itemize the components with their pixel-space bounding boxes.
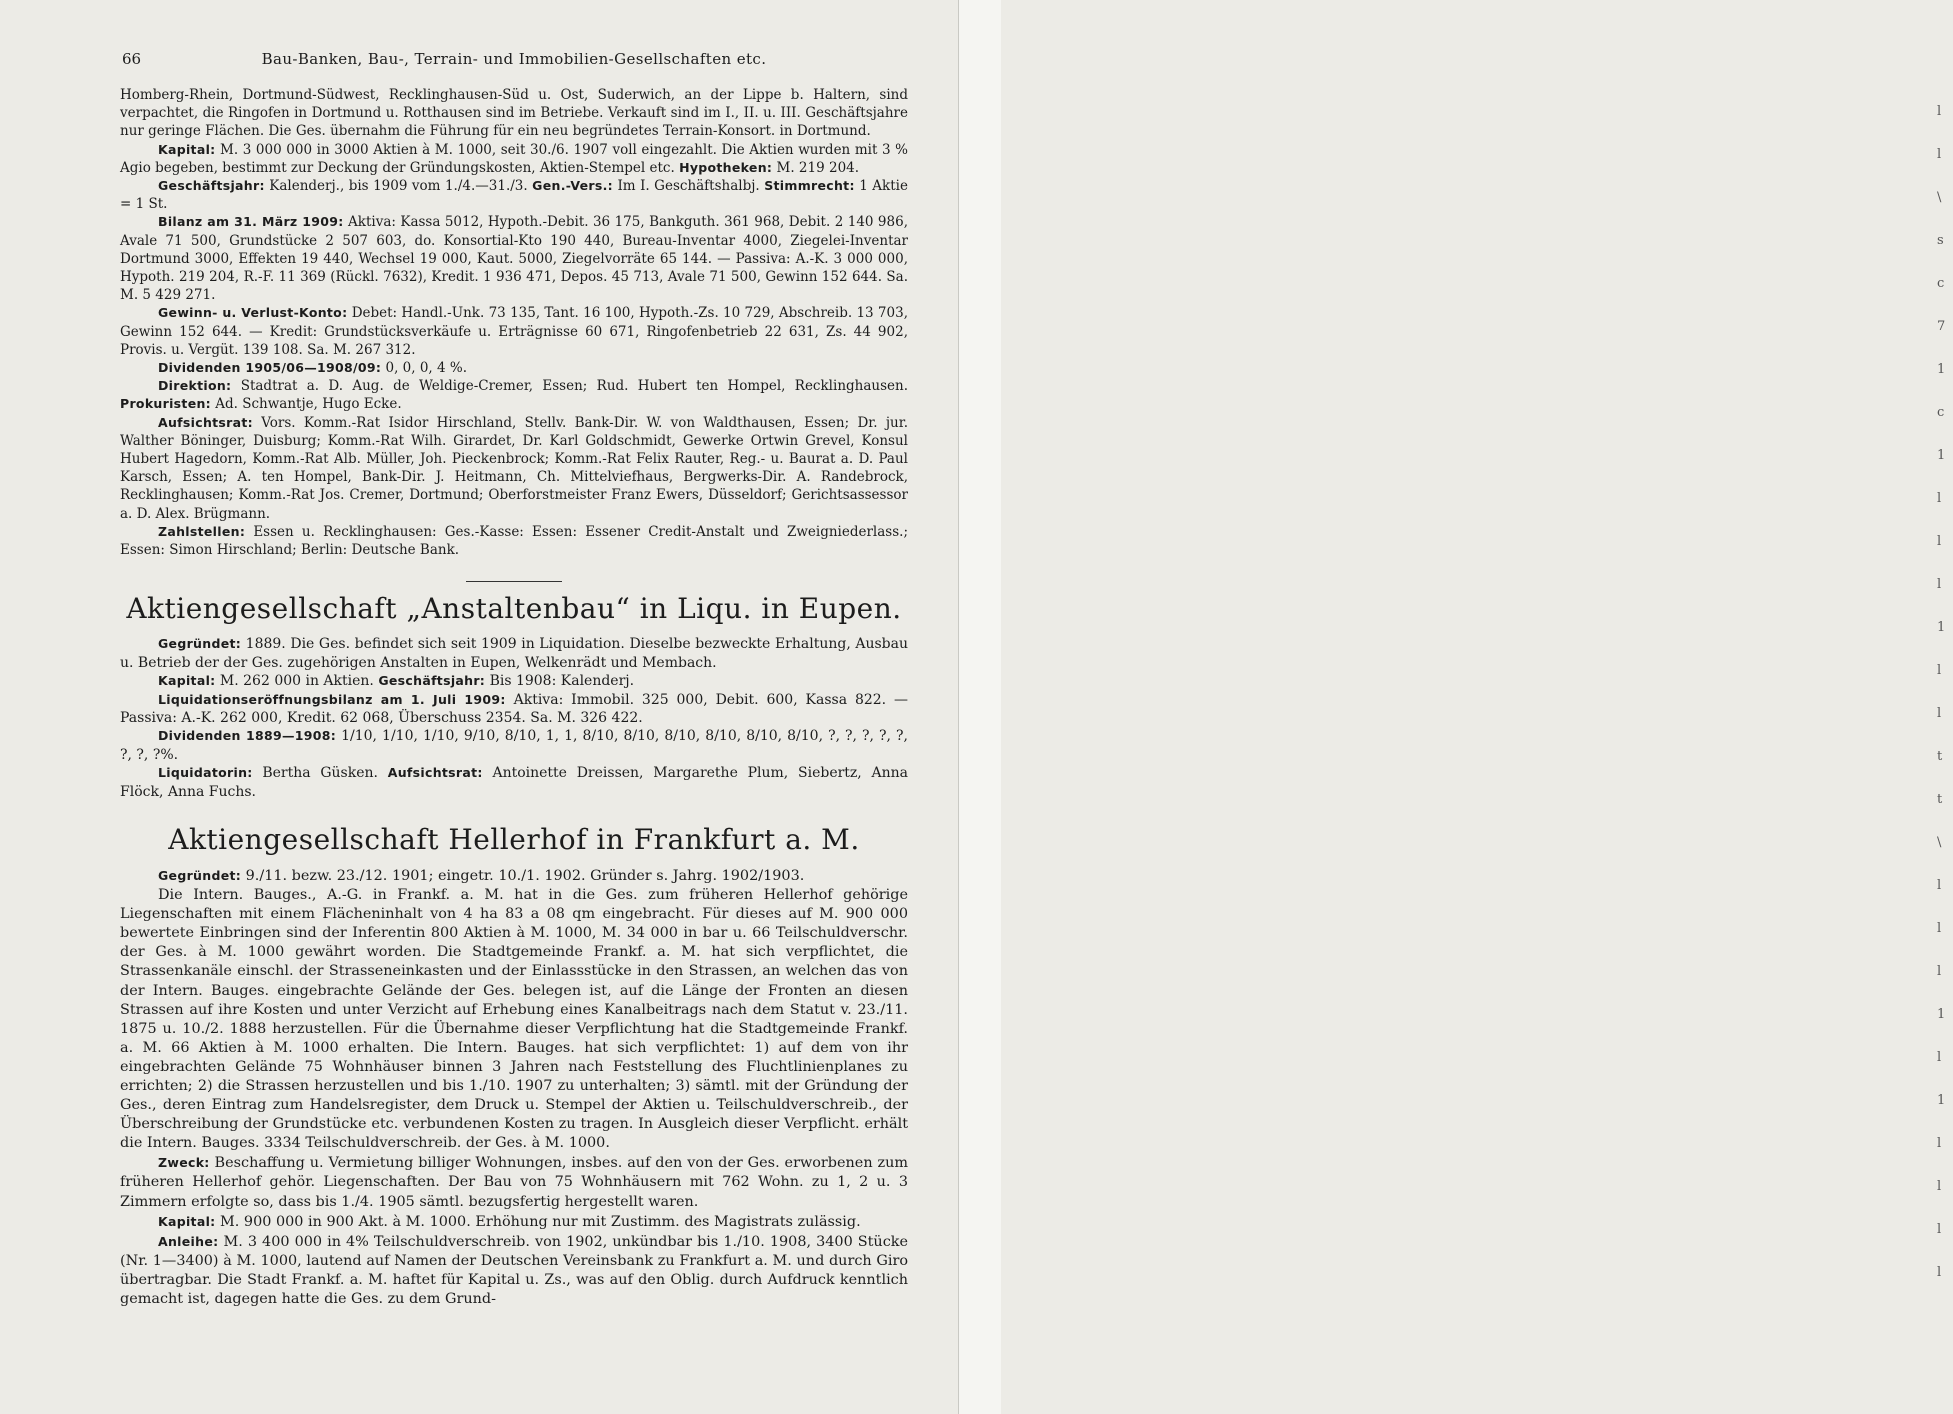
edge-mark: \ (1937, 835, 1942, 850)
edge-mark: \ (1937, 190, 1942, 205)
kapital-paragraph (120, 1212, 908, 1232)
dividenden-text: 1/10, 1/10, 1/10, 9/10, 8/10, 1, 1, 8/10, 8/10, 8/10, 8/10, 8/10, 8/10, ?, ?, ?, ?, ?, ?, ?, ?%. (120, 728, 908, 763)
section-hellerhof (120, 823, 908, 1309)
zweck-label: Zweck: (158, 1155, 210, 1171)
aufsichtsrat-label: Aufsichtsrat: (387, 765, 483, 781)
gegruendet-label: Gegründet: (158, 867, 242, 883)
company-heading: Aktiengesellschaft Hellerhof in Frankfurt a. M. (168, 822, 860, 856)
kapital-paragraph (120, 672, 908, 690)
dividenden-paragraph (120, 359, 908, 377)
page-content (120, 86, 908, 1309)
edge-mark: l (1937, 878, 1942, 893)
edge-mark: l (1937, 534, 1942, 549)
geschaeftsjahr-text: Bis 1908: Kalenderj. (489, 673, 635, 690)
anleihe-paragraph (120, 1232, 908, 1309)
gegruendet-text: 9./11. bezw. 23./12. 1901; eingetr. 10./1. 1902. Gründer s. Jahrg. 1902/1903. (245, 867, 805, 884)
edge-mark: l (1937, 1265, 1942, 1280)
zweck-paragraph (120, 1153, 908, 1211)
liquidatorin-label: Liquidatorin: (158, 765, 253, 781)
company-heading: Aktiengesellschaft „Anstaltenbau“ in Liqu. in Eupen. (126, 592, 902, 626)
zahlstellen-label: Zahlstellen: (158, 523, 246, 539)
direktion-paragraph (120, 377, 908, 413)
edge-mark: l (1937, 964, 1942, 979)
edge-mark: t (1937, 749, 1943, 764)
edge-mark: 1 (1937, 1007, 1946, 1022)
edge-mark: l (1937, 1050, 1942, 1065)
geschaeftsjahr-label: Geschäftsjahr: (158, 178, 265, 194)
dividenden-text: 0, 0, 0, 4 %. (385, 360, 468, 377)
liquidation-text: Aktiva: Immobil. 325 000, Debit. 600, Kassa 822. — Passiva: A.-K. 262 000, Kredit. 62 068, Überschuss 2354. Sa. M. 326 422. (120, 691, 908, 726)
edge-mark: c (1937, 405, 1945, 420)
zahlstellen-paragraph (120, 523, 908, 559)
aufsichtsrat-text: Antoinette Dreissen, Margarethe Plum, Siebertz, Anna Flöck, Anna Fuchs. (120, 765, 909, 800)
edge-mark: l (1937, 104, 1942, 119)
edge-mark: l (1937, 1179, 1942, 1194)
liquidation-label: Liquidationseröffnungsbilanz am 1. Juli 1909: (158, 691, 506, 707)
edge-mark: c (1937, 276, 1945, 291)
anleihe-text: M. 3 400 000 in 4% Teilschuldverschreib. von 1902, unkündbar bis 1./10. 1908, 3400 Stücke (Nr. 1—3400) à M. 1000, lautend auf Namen der Deutschen Vereinsbank zu Frankfurt a. M. und durch Giro übertragbar. Die Stadt Frankf. a. M. haftet für Kapital u. Zs., was auf den Oblig. durch Aufdruck kenntlich gemacht ist, dagegen hatte die Ges. zu dem Grund- (120, 1233, 908, 1307)
section-continued-entry (120, 86, 908, 559)
genvers-label: Gen.-Vers.: (532, 178, 613, 194)
kapital-text: M. 900 000 in 900 Akt. à M. 1000. Erhöhung nur mit Zustimm. des Magistrats zulässig. (220, 1213, 861, 1230)
prokuristen-label: Prokuristen: (120, 396, 211, 412)
dividenden-label: Dividenden 1905/06—1908/09: (158, 360, 382, 376)
gegruendet-label: Gegründet: (158, 636, 242, 652)
edge-mark: l (1937, 491, 1942, 506)
geschaeftsjahr-label: Geschäftsjahr: (378, 673, 486, 689)
kapital-text: M. 3 000 000 in 3000 Aktien à M. 1000, seit 30./6. 1907 voll eingezahlt. Die Aktien wurden mit 3 % Agio begeben, bestimmt zur Deckung der Gründungskosten, Aktien-Stempel etc. (120, 141, 908, 176)
liquidatorin-paragraph (120, 764, 908, 801)
adjacent-page-edge (958, 0, 1946, 1414)
gegruendet-paragraph (120, 866, 908, 886)
kapital-paragraph (120, 141, 908, 177)
aufsichtsrat-label: Aufsichtsrat: (158, 414, 253, 430)
hypotheken-text: M. 219 204. (776, 159, 860, 176)
liquidatorin-text: Bertha Güsken. (262, 765, 378, 782)
section-divider (466, 581, 562, 582)
edge-mark: 7 (1937, 319, 1946, 334)
zahlstellen-text: Essen u. Recklinghausen: Ges.-Kasse: Essen: Essener Credit-Anstalt und Zweigniederlass.; Essen: Simon Hirschland; Berlin: Deutsche Bank. (120, 523, 908, 559)
prokuristen-text: Ad. Schwantje, Hugo Ecke. (215, 396, 402, 413)
guv-label: Gewinn- u. Verlust-Konto: (158, 305, 348, 321)
kapital-label: Kapital: (158, 673, 216, 689)
bilanz-text: Aktiva: Kassa 5012, Hypoth.-Debit. 36 175, Bankguth. 361 968, Debit. 2 140 986, Avale 71 500, Grundstücke 2 507 603, do. Konsortial-Kto 190 440, Bureau-Inventar 4000, Ziegelei-Inventar Dortmund 3000, Effekten 19 440, Wechsel 19 000, Kaut. 5000, Ziegelvorräte 65 144. — Passiva: A.-K. 3 000 000, Hypoth. 219 204, R.-F. 11 369 (Rückl. 7632), Kredit. 1 936 471, Depos. 45 713, Avale 71 500, Gewinn 152 644. Sa. M. 5 429 271. (120, 214, 908, 304)
genvers-text: Im I. Geschäftshalbj. (617, 178, 760, 195)
stimmrecht-text: 1 Aktie = 1 St. (120, 178, 908, 213)
edge-mark: 1 (1937, 1093, 1946, 1108)
edge-mark: l (1937, 1222, 1942, 1237)
dividenden-label: Dividenden 1889—1908: (158, 728, 337, 744)
section-anstaltenbau (120, 592, 908, 801)
geschaeftsjahr-text: Kalenderj., bis 1909 vom 1./4.—31./3. (269, 178, 528, 195)
page-header (122, 50, 906, 76)
gegruendet-paragraph (120, 635, 908, 672)
edge-mark: l (1937, 663, 1942, 678)
intro-paragraph: Homberg-Rhein, Dortmund-Südwest, Recklinghausen-Süd u. Ost, Suderwich, an der Lippe b. Haltern, sind verpachtet, die Ringofen in Dortmund u. Rotthausen sind im Betriebe. Verkauft sind im I., II. u. III. Geschäftsjahre nur geringe Flächen. Die Ges. übernahm die Führung für ein neu begründetes Terrain-Konsort. in Dortmund. (120, 87, 908, 140)
page-number: 66 (122, 50, 142, 68)
edge-mark: s (1937, 233, 1944, 248)
kapital-text: M. 262 000 in Aktien. (219, 673, 374, 690)
edge-mark: 1 (1937, 448, 1946, 463)
gegruendet-text: 1889. Die Ges. befindet sich seit 1909 in Liquidation. Dieselbe bezweckte Erhaltung, Ausbau u. Betrieb der der Ges. zugehörigen Anstalten in Eupen, Welkenrädt und Membach. (120, 636, 909, 671)
edge-mark: l (1937, 706, 1942, 721)
dividenden-paragraph (120, 727, 908, 764)
anleihe-label: Anleihe: (158, 1233, 219, 1249)
edge-mark: t (1937, 792, 1943, 807)
bilanz-label: Bilanz am 31. März 1909: (158, 214, 344, 230)
aufsichtsrat-paragraph (120, 414, 908, 523)
adjacent-page-marks (1937, 90, 1953, 1294)
zweck-text: Beschaffung u. Vermietung billiger Wohnungen, insbes. auf den von der Ges. erworbenen zum früheren Hellerhof gehör. Liegenschaften. Der Bau von 75 Wohnhäusern mit 762 Wohn. zu 1, 2 u. 3 Zimmern erfolgte so, dass bis 1./4. 1905 sämtl. bezugsfertig hergestellt waren. (120, 1155, 908, 1210)
guv-text: Debet: Handl.-Unk. 73 135, Tant. 16 100, Hypoth.-Zs. 10 729, Abschreib. 13 703, Gewinn 152 644. — Kredit: Grundstücksverkäufe u. Erträgnisse 60 671, Ringofenbetrieb 22 631, Zs. 44 902, Provis. u. Vergüt. 139 108. Sa. M. 267 312. (120, 305, 908, 358)
geschaeftsjahr-paragraph (120, 177, 908, 213)
edge-mark: l (1937, 921, 1942, 936)
aufsichtsrat-text: Vors. Komm.-Rat Isidor Hirschland, Stellv. Bank-Dir. W. von Waldthausen, Essen; Dr. jur. Walther Böninger, Duisburg; Komm.-Rat Wilh. Girardet, Dr. Karl Goldschmidt, Gewerke Ortwin Grevel, Konsul Hubert Hagedorn, Komm.-Rat Alb. Müller, Joh. Pieckenbrock; Komm.-Rat Felix Rauter, Reg.- u. Baurat a. D. Paul Karsch, Essen; A. ten Hompel, Bank-Dir. J. Heitmann, Ch. Mittelviefhaus, Bergwerks-Dir. A. Randebrock, Recklinghausen; Komm.-Rat Jos. Cremer, Dortmund; Oberforstmeister Franz Ewers, Düsseldorf; Gerichtsassessor a. D. Alex. Brügmann. (120, 414, 908, 522)
edge-mark: l (1937, 147, 1942, 162)
direktion-label: Direktion: (158, 378, 232, 394)
edge-mark: 1 (1937, 362, 1946, 377)
guv-paragraph (120, 304, 908, 359)
kapital-label: Kapital: (158, 141, 216, 157)
kapital-label: Kapital: (158, 1213, 216, 1229)
direktion-text: Stadtrat a. D. Aug. de Weldige-Cremer, Essen; Rud. Hubert ten Hompel, Recklinghausen. (240, 378, 908, 395)
bilanz-paragraph (120, 213, 908, 304)
edge-mark: l (1937, 1136, 1942, 1151)
edge-mark: 1 (1937, 620, 1946, 635)
hypotheken-label: Hypotheken: (679, 159, 773, 175)
liquidation-paragraph (120, 691, 908, 728)
edge-mark: l (1937, 577, 1942, 592)
stimmrecht-label: Stimmrecht: (764, 178, 855, 194)
running-title: Bau-Banken, Bau-, Terrain- und Immobilien-Gesellschaften etc. (261, 50, 767, 68)
body-paragraph: Die Intern. Bauges., A.-G. in Frankf. a. M. hat in die Ges. zum früheren Hellerhof gehörige Liegenschaften mit einem Flächeninhalt von 4 ha 83 a 08 qm eingebracht. Für dieses auf M. 900 000 bewertete Einbringen sind der Inferentin 800 Aktien à M. 1000, M. 34 000 in bar u. 66 Teilschuldverschr. der Ges. à M. 1000 gewährt worden. Die Stadtgemeinde Frankf. a. M. hat sich verpflichtet, die Strassenkanäle einschl. der Strasseneinkasten und der Einlassstücke in den Strassen, an welchen das von der Intern. Bauges. eingebrachte Gelände der Ges. belegen ist, auf die Länge der Fronten an diesen Strassen auf ihre Kosten und unter Verzicht auf Erhebung eines Kanalbeitrags nach dem Statut v. 23./11. 1875 u. 10./2. 1888 herzustellen. Für die Übernahme dieser Verpflichtung hat die Stadtgemeinde Frankf. a. M. 66 Aktien à M. 1000 erhalten. Die Intern. Bauges. hat sich verpflichtet: 1) auf dem von ihr eingebrachten Gelände 75 Wohnhäuser binnen 3 Jahren nach Feststellung des Fluchtlinienplanes zu errichten; 2) die Strassen herzustellen und bis 1./10. 1907 zu unterhalten; 3) sämtl. mit der Gründung der Ges., deren Eintrag zum Handelsregister, dem Druck u. Stempel der Aktien u. Teilschuldverschreib., der Überschreibung der Grundstücke etc. verbundenen Kosten zu tragen. In Ausgleich dieser Verpflicht. erhält die Intern. Bauges. 3334 Teilschuldverschreib. der Ges. à M. 1000. (120, 887, 908, 1152)
